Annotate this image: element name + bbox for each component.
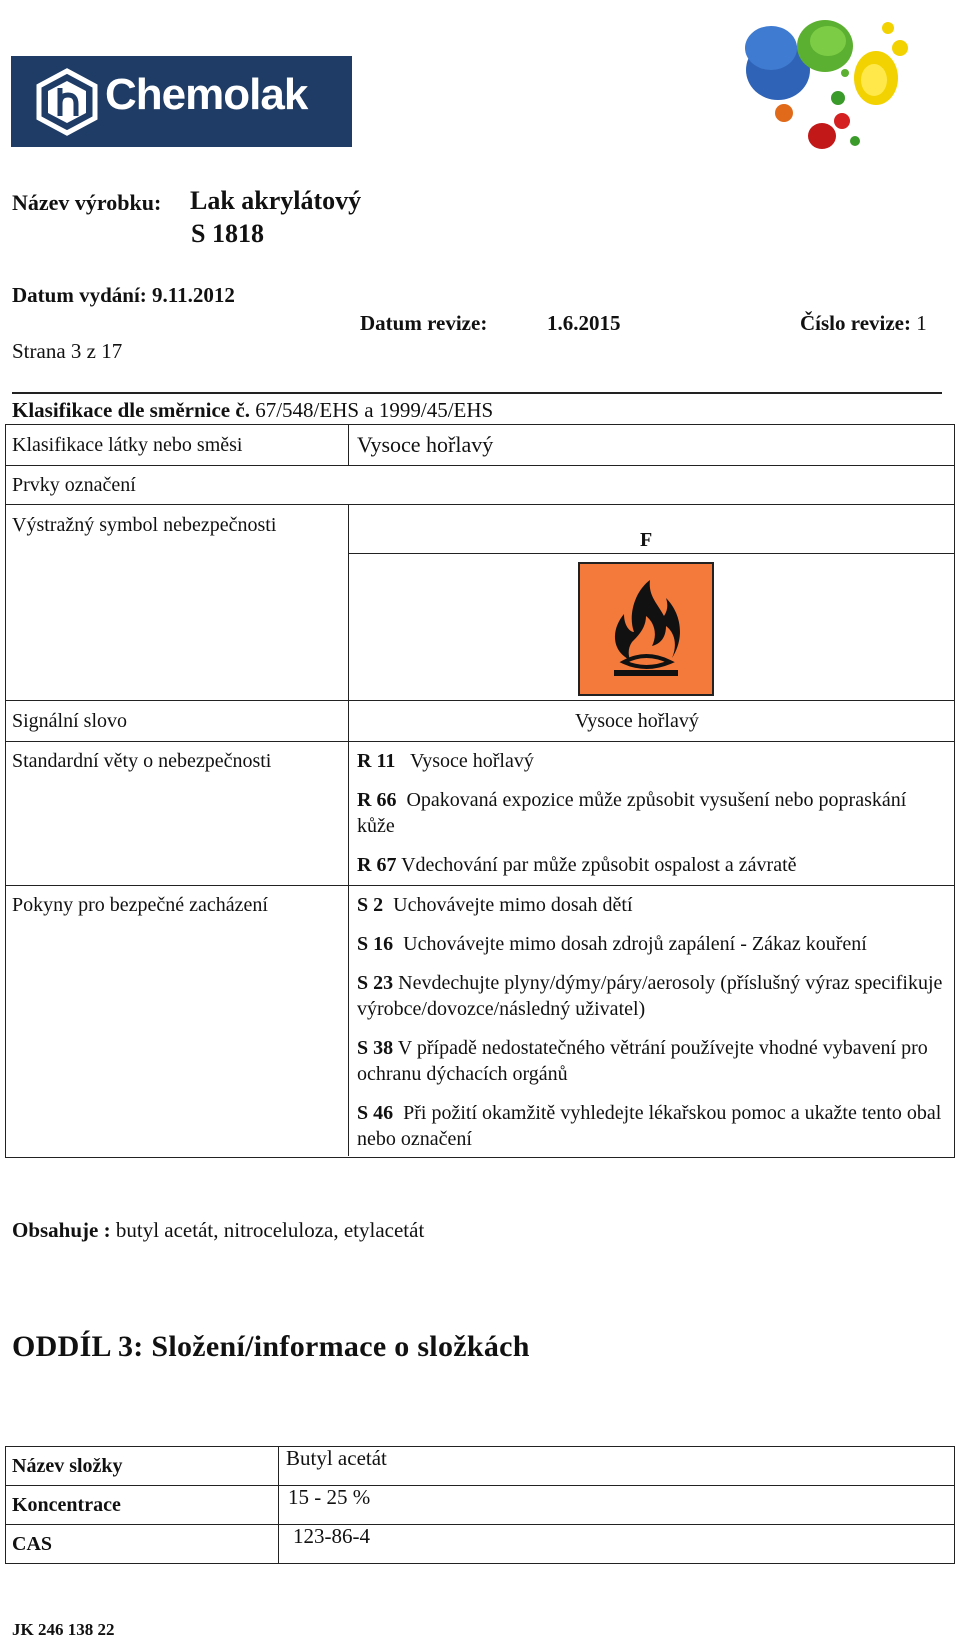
contains-line — [12, 1218, 424, 1243]
phrase-code: S 23 — [357, 972, 394, 994]
paint-drops-icon — [725, 8, 940, 158]
phrase-text: Vdechování par může způsobit ospalost a závratě — [401, 854, 797, 876]
page-info: Strana 3 z 17 — [12, 339, 123, 363]
issue-label: Datum vydání: — [12, 283, 147, 307]
row-line — [5, 700, 954, 701]
row-line — [5, 885, 954, 886]
signal-label: Signální slovo — [12, 710, 128, 732]
table-row-label: Koncentrace — [12, 1494, 121, 1516]
product-code: S 1818 — [191, 219, 264, 248]
col-line — [348, 504, 349, 1156]
table-row-value: Butyl acetát — [286, 1446, 387, 1470]
phrase-text: Vysoce hořlavý — [409, 750, 534, 772]
row-line — [5, 1485, 954, 1486]
col-line — [278, 1446, 279, 1563]
safety-phrase — [357, 1035, 947, 1087]
product-label — [12, 190, 161, 216]
phrase-code: R 66 — [357, 789, 397, 811]
flame-hazard-icon — [578, 562, 714, 696]
row-line — [348, 553, 954, 554]
revision-date-label: Datum revize: — [360, 311, 488, 335]
table-row-label: Název složky — [12, 1455, 123, 1477]
header-divider — [12, 392, 942, 394]
phrase-text: Uchovávejte mimo dosah dětí — [393, 894, 633, 916]
issue-value: 9.11.2012 — [152, 283, 235, 307]
row-line — [5, 504, 954, 505]
phrase-text: Uchovávejte mimo dosah zdrojů zapálení - Zákaz kouření — [403, 933, 867, 955]
hazard-label: Standardní věty o nebezpečnosti — [12, 750, 272, 772]
safety-label: Pokyny pro bezpečné zacházení — [12, 894, 268, 916]
contains-label: Obsahuje : — [12, 1218, 111, 1242]
safety-phrase — [357, 892, 947, 918]
section-title: ODDÍL 3: Složení/informace o složkách — [12, 1330, 530, 1363]
phrase-code: S 46 — [357, 1102, 394, 1124]
phrase-text: Opakovaná expozice může způsobit vysušení nebo popraskání kůže — [357, 789, 907, 837]
footer-code: JK 246 138 22 — [12, 1620, 115, 1639]
phrase-code: R 11 — [357, 750, 396, 772]
revision-number — [800, 311, 927, 336]
hazard-phrase — [357, 748, 947, 774]
col-line — [348, 424, 349, 465]
safety-phrase — [357, 1100, 947, 1152]
table-row-value: 15 - 25 % — [288, 1485, 371, 1509]
symbol-code: F — [640, 529, 653, 551]
row-line — [5, 1524, 954, 1525]
contains-value: butyl acetát, nitroceluloza, etylacetát — [115, 1218, 425, 1242]
classification-heading — [12, 398, 493, 423]
row-line — [5, 465, 954, 466]
safety-phrase — [357, 931, 947, 957]
safety-phrase — [357, 970, 947, 1022]
product-label-text: Název výrobku: — [12, 190, 162, 215]
product-name: Lak akrylátový — [190, 186, 362, 215]
classification-heading-bold: Klasifikace dle směrnice č. — [12, 398, 250, 422]
revision-number-label: Číslo revize: — [800, 311, 911, 335]
phrase-text: Nevdechujte plyny/dýmy/páry/aerosoly (příslušný výraz specifikuje výrobce/dovozce/následný uživatel) — [357, 972, 943, 1020]
phrase-text: Při požití okamžitě vyhledejte lékařskou pomoc a ukažte tento obal nebo označení — [357, 1102, 942, 1150]
phrase-text: V případě nedostatečného větrání používejte vhodné vybavení pro ochranu dýchacích orgánů — [357, 1037, 928, 1085]
table-row-label: CAS — [12, 1533, 53, 1555]
class-label: Klasifikace látky nebo směsi — [12, 434, 243, 456]
revision-date: 1.6.2015 — [547, 311, 621, 335]
symbol-label: Výstražný symbol nebezpečnosti — [12, 514, 277, 536]
elements-label: Prvky označení — [12, 474, 136, 496]
logo-text: Chemolak — [105, 70, 308, 119]
row-line — [5, 741, 954, 742]
table-row-value: 123-86-4 — [293, 1524, 370, 1548]
company-logo — [11, 56, 352, 147]
hazard-phrase — [357, 852, 947, 878]
hazard-phrase — [357, 787, 947, 839]
composition-table — [5, 1446, 955, 1564]
issue-date — [12, 283, 235, 308]
classification-heading-rest: 67/548/EHS a 1999/45/EHS — [249, 398, 494, 422]
class-value: Vysoce hořlavý — [357, 432, 494, 457]
phrase-code: R 67 — [357, 854, 397, 876]
signal-value: Vysoce hořlavý — [575, 710, 699, 732]
phrase-code: S 2 — [357, 894, 384, 916]
phrase-code: S 16 — [357, 933, 394, 955]
logo-mark-icon — [35, 68, 99, 136]
revision-number-value: 1 — [916, 311, 927, 335]
phrase-code: S 38 — [357, 1037, 394, 1059]
